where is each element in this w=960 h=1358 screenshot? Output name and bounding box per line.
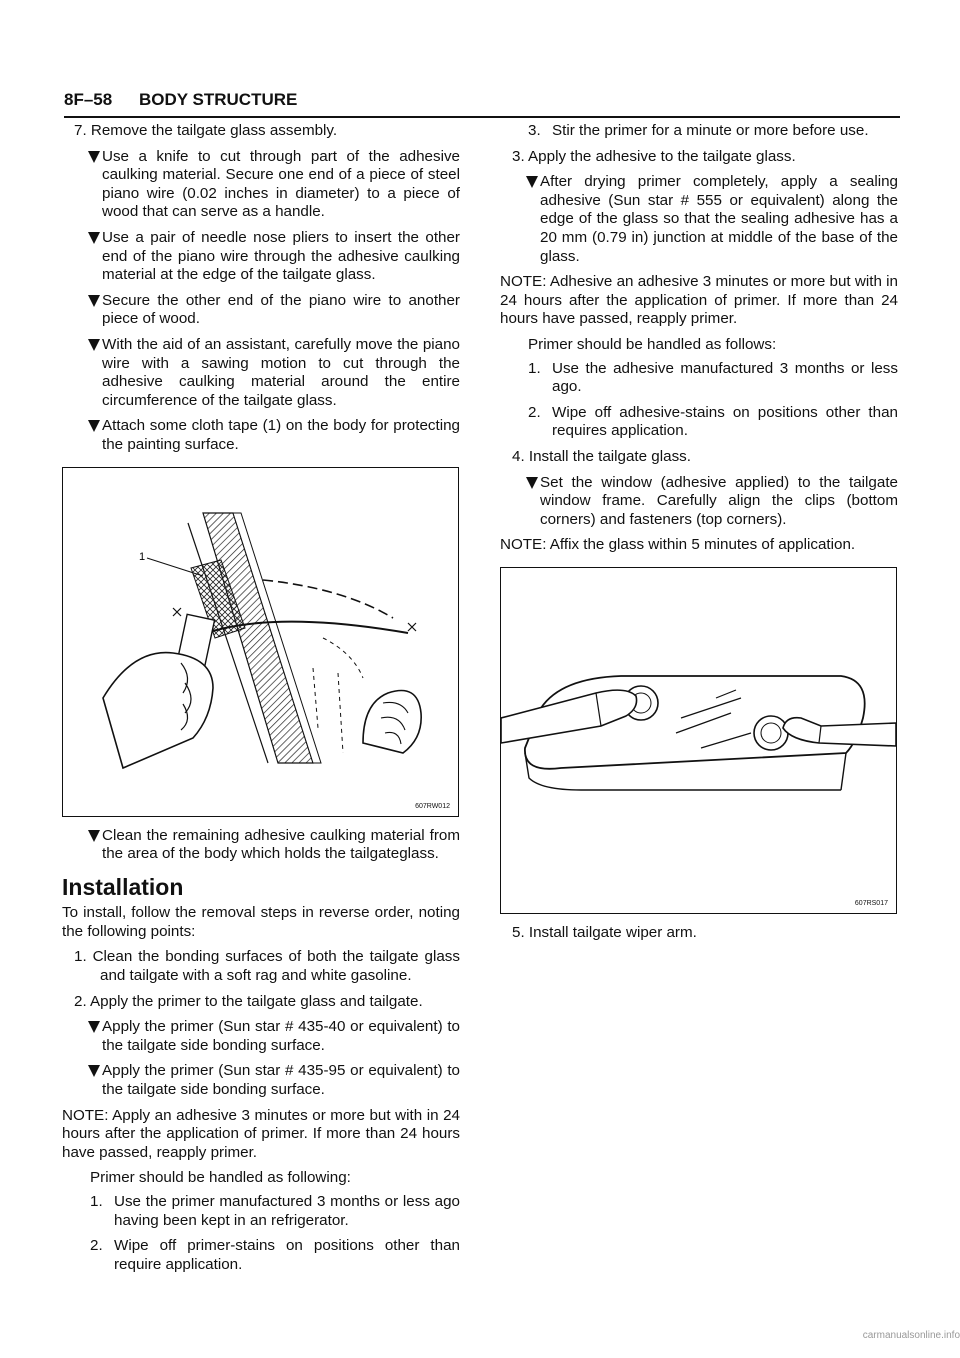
bullet-triangle-icon [526,477,538,489]
page-number: 8F–58 [64,90,113,109]
primer-item: 1. Use the primer manufactured 3 months or less ago having been kept in an refrigerator. [90,1193,460,1229]
primer-item: 3. Stir the primer for a minute or more before use. [528,122,869,139]
bullet-triangle-icon [88,830,100,842]
callout-1: 1 [139,550,146,563]
page-header [64,90,900,118]
bullet-triangle-icon [88,232,100,244]
installation-intro: To install, follow the removal steps in reverse order, noting the following points: [62,904,460,940]
bullet-item: Set the window (adhesive applied) to the tailgate window frame. Carefully align the clips (bottom corners) and fasteners (top corners). [500,474,898,530]
primer-item: 2. Wipe off primer-stains on positions other than require application. [90,1237,460,1273]
wire-cutting-illustration [63,468,458,816]
bullet-triangle-icon [526,176,538,188]
figure-cutting-glass [62,467,459,817]
primer-intro: Primer should be handled as follows: [528,335,777,353]
step-3: 3. Apply the adhesive to the tailgate glass. [512,147,796,165]
primer-item: 1. Use the adhesive manufactured 3 months or less ago. [528,359,898,396]
bullet-item: Apply the primer (Sun star # 435-40 or equivalent) to the tailgate side bonding surface. [62,1018,460,1055]
bullet-item: After drying primer completely, apply a sealing adhesive (Sun star # 555 or equivalent) along the edge of the glass so that the sealing adhesive has a 20 mm (0.79 in) junction at middle of the base of the glass. [500,173,898,266]
installation-heading: Installation [62,873,184,900]
figure-code: 607RW012 [415,802,450,810]
bullet-item: Use a pair of needle nose pliers to insert the other end of the piano wire through the adhesive caulking material at the edge of the tailgate glass. [62,229,460,285]
figure-installing-glass [500,567,897,914]
bullet-item: Secure the other end of the piano wire to another piece of wood. [62,292,460,329]
left-column [62,122,460,1281]
step-4: 4. Install the tailgate glass. [512,447,691,465]
figure-code: 607RS017 [854,900,888,908]
section-title: BODY STRUCTURE [139,90,298,109]
bullet-triangle-icon [88,420,100,432]
bullet-triangle-icon [88,295,100,307]
step-2: 2. Apply the primer to the tailgate glass and tailgate. [74,992,423,1010]
primer-item: 2. Wipe off adhesive-stains on positions other than requires application. [528,403,898,440]
bullet-triangle-icon [88,151,100,163]
note-2: NOTE: Adhesive an adhesive 3 minutes or more but with in 24 hours after the application of primer. If more than 24 hours have passed, reapply primer. [500,273,898,328]
bullet-item: Apply the primer (Sun star # 435-95 or equivalent) to the tailgate side bonding surface. [62,1062,460,1099]
bullet-item: With the aid of an assistant, carefully move the piano wire with a sawing motion to cut through the adhesive caulking material around the entire circumference of the tailgate glass. [62,336,460,410]
bullet-triangle-icon [88,1065,100,1077]
glass-install-illustration [501,568,896,913]
step-1: 1. Clean the bonding surfaces of both the tailgate glass and tailgate with a soft rag and white gasoline. [74,948,460,985]
bullet-triangle-icon [88,339,100,351]
footer-watermark: carmanualsonline.info [862,1330,960,1341]
note-3: NOTE: Affix the glass within 5 minutes of application. [500,536,856,554]
step-7: 7. Remove the tailgate glass assembly. [74,122,338,139]
right-column [500,122,898,949]
bullet-item: Attach some cloth tape (1) on the body for protecting the painting surface. [62,417,460,454]
bullet-item: Clean the remaining adhesive caulking material from the area of the body which holds the tailgateglass. [62,827,460,864]
primer-intro: Primer should be handled as following: [90,1169,351,1187]
note-1: NOTE: Apply an adhesive 3 minutes or more but with in 24 hours after the application of primer. If more than 24 hours have passed, reapply primer. [62,1106,460,1161]
step-5: 5. Install tailgate wiper arm. [512,923,697,941]
bullet-triangle-icon [88,1021,100,1033]
bullet-item: Use a knife to cut through part of the adhesive caulking material. Secure one end of a piece of steel piano wire (0.02 inches in diameter) to a piece of wood that can serve as a handle. [62,148,460,222]
